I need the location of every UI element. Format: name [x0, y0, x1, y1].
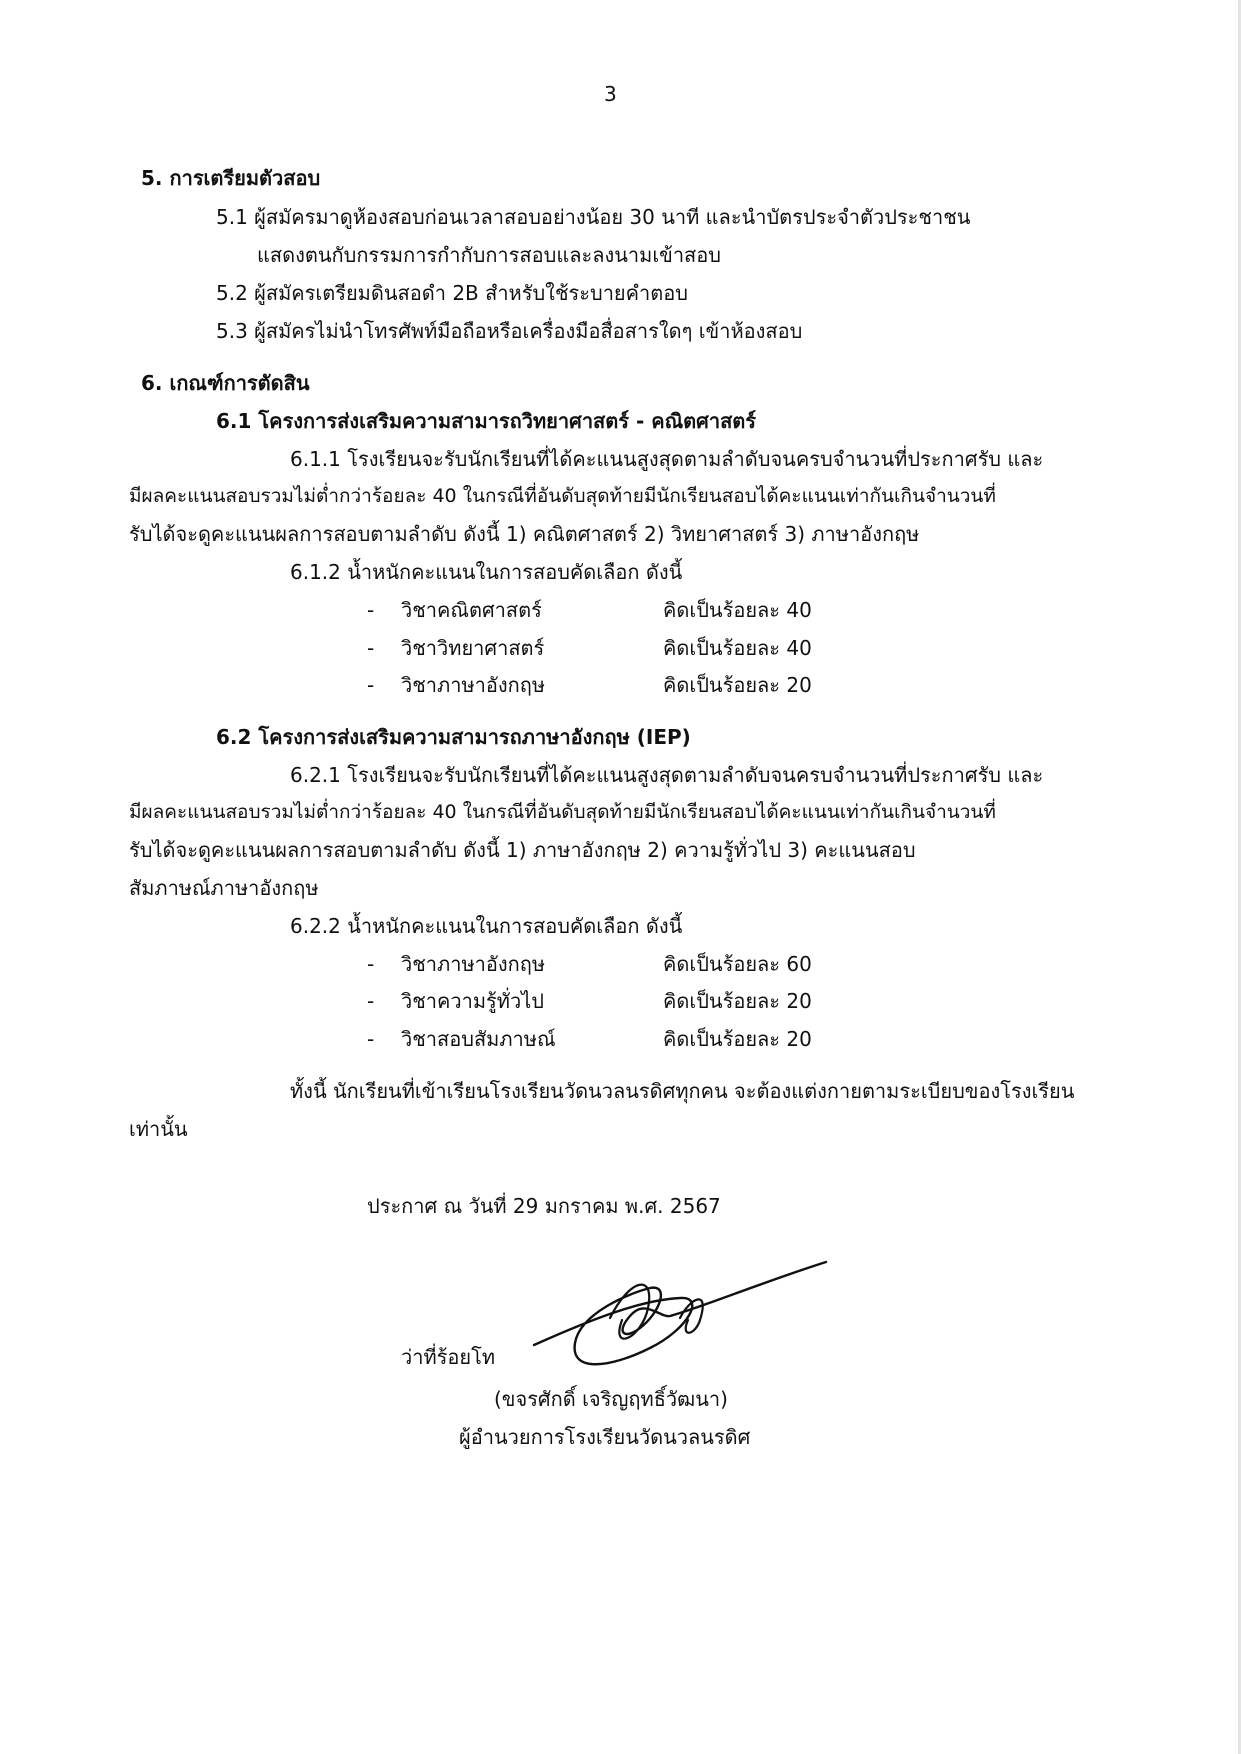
section-5-1-line2: แสดงตนกับกรรมการกำกับการสอบและลงนามเข้าสอบ [257, 243, 721, 267]
section-6-1-1-line2: มีผลคะแนนสอบรวมไม่ต่ำกว่าร้อยละ 40 ในกรณีที่อันดับสุดท้ายมีนักเรียนสอบได้คะแนนเท่ากันเกินจำนวนที่ [129, 485, 996, 507]
weight-dash: - [367, 989, 375, 1013]
section-6-heading: 6. เกณฑ์การตัดสิน [141, 371, 310, 395]
section-5-2: 5.2 ผู้สมัครเตรียมดินสอดำ 2B สำหรับใช้ระบายคำตอบ [216, 281, 688, 305]
signer-rank: ว่าที่ร้อยโท [401, 1345, 496, 1369]
weight-value: คิดเป็นร้อยละ 20 [663, 989, 812, 1013]
weight-value: คิดเป็นร้อยละ 60 [663, 952, 812, 976]
weight-value: คิดเป็นร้อยละ 40 [663, 636, 812, 660]
section-6-1-2-title: 6.1.2 น้ำหนักคะแนนในการสอบคัดเลือก ดังนี้ [290, 560, 683, 584]
section-6-1-heading: 6.1 โครงการส่งเสริมความสามารถวิทยาศาสตร์ - คณิตศาสตร์ [216, 409, 757, 433]
section-5-1-line1: 5.1 ผู้สมัครมาดูห้องสอบก่อนเวลาสอบอย่างน้อย 30 นาที และนำบัตรประจำตัวประชาชน [216, 205, 971, 229]
section-5-heading: 5. การเตรียมตัวสอบ [141, 166, 321, 190]
announce-date: ประกาศ ณ วันที่ 29 มกราคม พ.ศ. 2567 [367, 1194, 721, 1218]
weight-dash: - [367, 952, 375, 976]
weight-value: คิดเป็นร้อยละ 20 [663, 673, 812, 697]
weight-value: คิดเป็นร้อยละ 20 [663, 1027, 812, 1051]
section-6-2-1-line1: 6.2.1 โรงเรียนจะรับนักเรียนที่ได้คะแนนสูงสุดตามลำดับจนครบจำนวนที่ประกาศรับ และ [290, 763, 1044, 787]
weight-subject: วิชาสอบสัมภาษณ์ [401, 1027, 556, 1051]
section-6-1-1-line3: รับได้จะดูคะแนนผลการสอบตามลำดับ ดังนี้ 1) คณิตศาสตร์ 2) วิทยาศาสตร์ 3) ภาษาอังกฤษ [129, 522, 920, 546]
weight-subject: วิชาคณิตศาสตร์ [401, 598, 542, 622]
section-6-2-1-line2: มีผลคะแนนสอบรวมไม่ต่ำกว่าร้อยละ 40 ในกรณีที่อันดับสุดท้ายมีนักเรียนสอบได้คะแนนเท่ากันเกินจำนวนที่ [129, 801, 996, 823]
section-6-2-1-line4: สัมภาษณ์ภาษาอังกฤษ [129, 876, 319, 900]
section-6-2-2-title: 6.2.2 น้ำหนักคะแนนในการสอบคัดเลือก ดังนี้ [290, 914, 683, 938]
weight-dash: - [367, 1027, 375, 1051]
weight-subject: วิชาความรู้ทั่วไป [401, 989, 544, 1013]
signer-name: (ขจรศักดิ์ เจริญฤทธิ์วัฒนา) [494, 1387, 728, 1411]
signature-image [530, 1258, 830, 1398]
weight-dash: - [367, 636, 375, 660]
weight-subject: วิชาวิทยาศาสตร์ [401, 636, 545, 660]
weight-subject: วิชาภาษาอังกฤษ [401, 673, 546, 697]
section-6-1-1-line1: 6.1.1 โรงเรียนจะรับนักเรียนที่ได้คะแนนสูงสุดตามลำดับจนครบจำนวนที่ประกาศรับ และ [290, 447, 1044, 471]
page-number: 3 [604, 82, 617, 106]
closing-line2: เท่านั้น [129, 1117, 188, 1141]
section-6-2-1-line3: รับได้จะดูคะแนนผลการสอบตามลำดับ ดังนี้ 1) ภาษาอังกฤษ 2) ความรู้ทั่วไป 3) คะแนนสอบ [129, 838, 916, 862]
section-6-2-heading: 6.2 โครงการส่งเสริมความสามารถภาษาอังกฤษ (IEP) [216, 725, 691, 749]
weight-subject: วิชาภาษาอังกฤษ [401, 952, 546, 976]
weight-dash: - [367, 673, 375, 697]
weight-value: คิดเป็นร้อยละ 40 [663, 598, 812, 622]
closing-line1: ทั้งนี้ นักเรียนที่เข้าเรียนโรงเรียนวัดนวลนรดิศทุกคน จะต้องแต่งกายตามระเบียบของโรงเรียน [290, 1079, 1075, 1103]
signer-position: ผู้อำนวยการโรงเรียนวัดนวลนรดิศ [459, 1425, 751, 1449]
section-5-3: 5.3 ผู้สมัครไม่นำโทรศัพท์มือถือหรือเครื่องมือสื่อสารใดๆ เข้าห้องสอบ [216, 319, 803, 343]
weight-dash: - [367, 598, 375, 622]
